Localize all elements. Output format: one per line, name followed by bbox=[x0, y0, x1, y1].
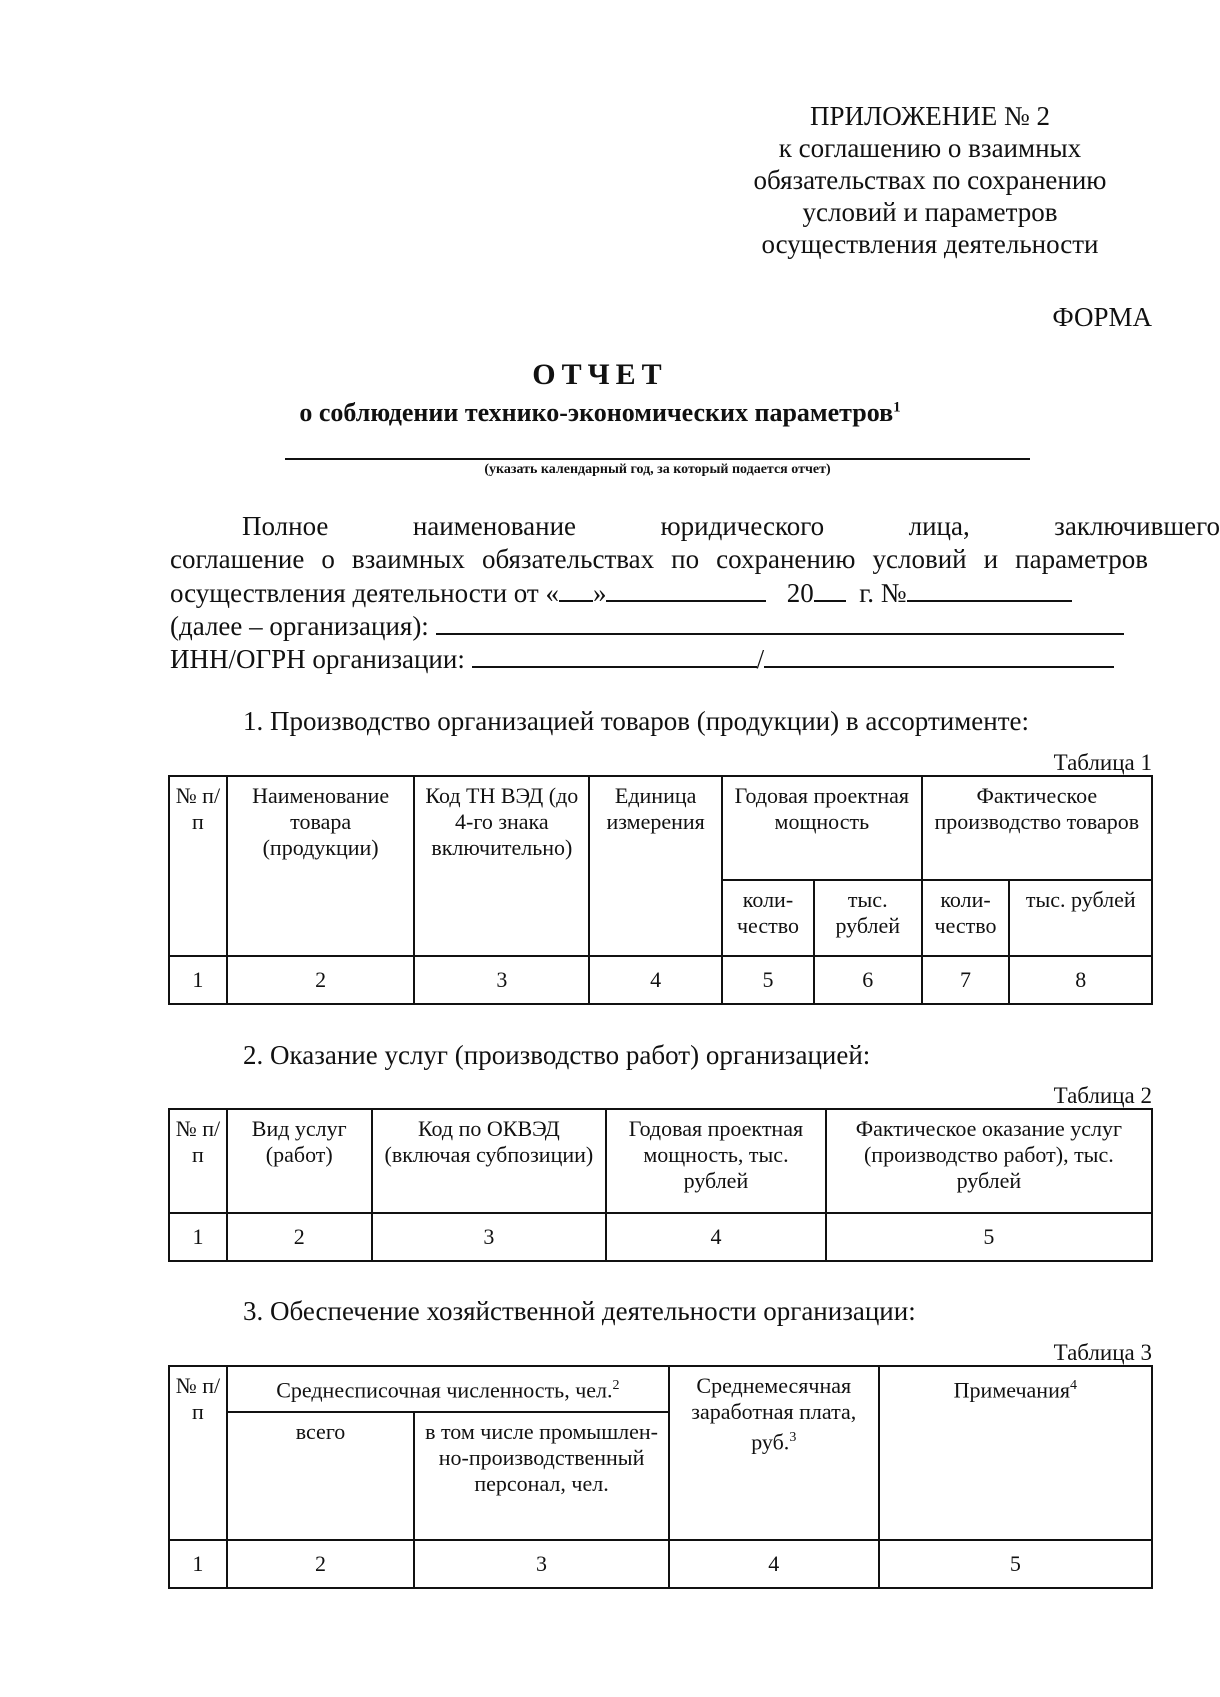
column-number: 1 bbox=[169, 956, 227, 1004]
footnote-marker: 4 bbox=[1069, 1378, 1077, 1393]
inn-input-line[interactable] bbox=[472, 642, 757, 668]
header-capacity-rub: тыс. рублей bbox=[814, 880, 922, 956]
column-number: 2 bbox=[227, 1213, 372, 1261]
ogrn-input-line[interactable] bbox=[764, 642, 1114, 668]
column-number: 5 bbox=[826, 1213, 1152, 1261]
header-actual-production: Фактическое производство товаров bbox=[922, 776, 1152, 880]
intro-line-1: Полное наименование юридического лица, заключившего bbox=[242, 511, 1220, 541]
column-number: 4 bbox=[589, 956, 722, 1004]
header-num: № п/п bbox=[169, 776, 227, 956]
header-num: № п/п bbox=[169, 1366, 227, 1540]
column-number: 2 bbox=[227, 956, 415, 1004]
section-3-heading: 3. Обеспечение хозяйственной деятельности организации: bbox=[243, 1296, 916, 1326]
header-actual-qty: коли-чество bbox=[922, 880, 1010, 956]
intro-line-5: ИНН/ОГРН организации: / bbox=[170, 642, 1148, 676]
column-number: 4 bbox=[669, 1540, 879, 1588]
year-suffix-input-line[interactable] bbox=[814, 576, 846, 602]
appendix-title: ПРИЛОЖЕНИЕ № 2 bbox=[809, 101, 1051, 131]
organization-name-input-line[interactable] bbox=[436, 609, 1124, 635]
column-number: 3 bbox=[414, 956, 589, 1004]
header-headcount-total: всего bbox=[227, 1412, 414, 1540]
report-title: ОТЧЕТ bbox=[532, 358, 668, 391]
section-1-heading: 1. Производство организацией товаров (продукции) в ассортименте: bbox=[243, 706, 1029, 736]
table-1 bbox=[168, 775, 1153, 1005]
header-annual-capacity: Годовая проектная мощность, тыс. рублей bbox=[606, 1109, 826, 1213]
appendix-line: к соглашению о взаимных bbox=[778, 133, 1082, 163]
table-3-caption: Таблица 3 bbox=[1053, 1340, 1152, 1365]
column-number: 6 bbox=[814, 956, 922, 1004]
footnote-marker: 3 bbox=[789, 1430, 797, 1445]
column-number: 1 bbox=[169, 1540, 227, 1588]
header-okved-code: Код по ОКВЭД (включая субпозиции) bbox=[372, 1109, 607, 1213]
column-number: 8 bbox=[1009, 956, 1152, 1004]
form-label: ФОРМА bbox=[1052, 302, 1152, 332]
table-2-caption: Таблица 2 bbox=[1053, 1083, 1152, 1108]
header-service-type: Вид услуг (работ) bbox=[227, 1109, 372, 1213]
header-unit: Единица измерения bbox=[589, 776, 722, 956]
header-capacity: Годовая проектная мощность bbox=[722, 776, 922, 880]
intro-line-4: (далее – организация): bbox=[170, 609, 1148, 643]
intro-line-3: осуществления деятельности от « » 20 г. № bbox=[170, 576, 1148, 610]
report-subtitle: о соблюдении технико-экономических параметров$^1$ bbox=[299, 398, 901, 427]
appendix-line: условий и параметров bbox=[802, 197, 1058, 227]
column-number: 3 bbox=[372, 1213, 607, 1261]
month-input-line[interactable] bbox=[606, 576, 766, 602]
header-actual-services: Фактическое оказание услуг (производство работ), тыс. рублей bbox=[826, 1109, 1152, 1213]
column-number: 4 bbox=[606, 1213, 826, 1261]
column-number: 2 bbox=[227, 1540, 414, 1588]
header-headcount: Среднесписочная численность, чел.$^2$ bbox=[227, 1366, 669, 1412]
table-3 bbox=[168, 1365, 1153, 1589]
appendix-line: обязательствах по сохранению bbox=[753, 165, 1107, 195]
header-notes: Примечания$^4$ bbox=[879, 1366, 1152, 1540]
footnote-marker: 2 bbox=[612, 1378, 620, 1393]
column-number: 1 bbox=[169, 1213, 227, 1261]
header-tnved-code: Код ТН ВЭД (до 4-го знака включительно) bbox=[414, 776, 589, 956]
section-2-heading: 2. Оказание услуг (производство работ) организацией: bbox=[243, 1040, 871, 1070]
column-number: 5 bbox=[722, 956, 814, 1004]
column-number: 5 bbox=[879, 1540, 1152, 1588]
header-actual-rub: тыс. рублей bbox=[1009, 880, 1152, 956]
header-num: № п/п bbox=[169, 1109, 227, 1213]
table-2 bbox=[168, 1108, 1153, 1262]
column-number: 3 bbox=[414, 1540, 669, 1588]
table-1-caption: Таблица 1 bbox=[1053, 750, 1152, 775]
header-product-name: Наименование товара (продукции) bbox=[227, 776, 415, 956]
appendix-block bbox=[700, 100, 1160, 260]
appendix-line: осуществления деятельности bbox=[761, 229, 1099, 259]
header-average-salary: Среднемесячная заработная плата, руб.$^3$ bbox=[669, 1366, 879, 1540]
day-input-line[interactable] bbox=[559, 576, 593, 602]
agreement-number-input-line[interactable] bbox=[907, 576, 1072, 602]
year-hint: (указать календарный год, за который подается отчет) bbox=[484, 462, 831, 477]
footnote-marker: 1 bbox=[893, 399, 901, 416]
year-input-line[interactable] bbox=[285, 458, 1030, 460]
column-number: 7 bbox=[922, 956, 1010, 1004]
header-headcount-industrial: в том числе промышлен-но-производственный персонал, чел. bbox=[414, 1412, 669, 1540]
header-capacity-qty: коли-чество bbox=[722, 880, 814, 956]
intro-line-2: соглашение о взаимных обязательствах по сохранению условий и параметров bbox=[170, 544, 1148, 574]
